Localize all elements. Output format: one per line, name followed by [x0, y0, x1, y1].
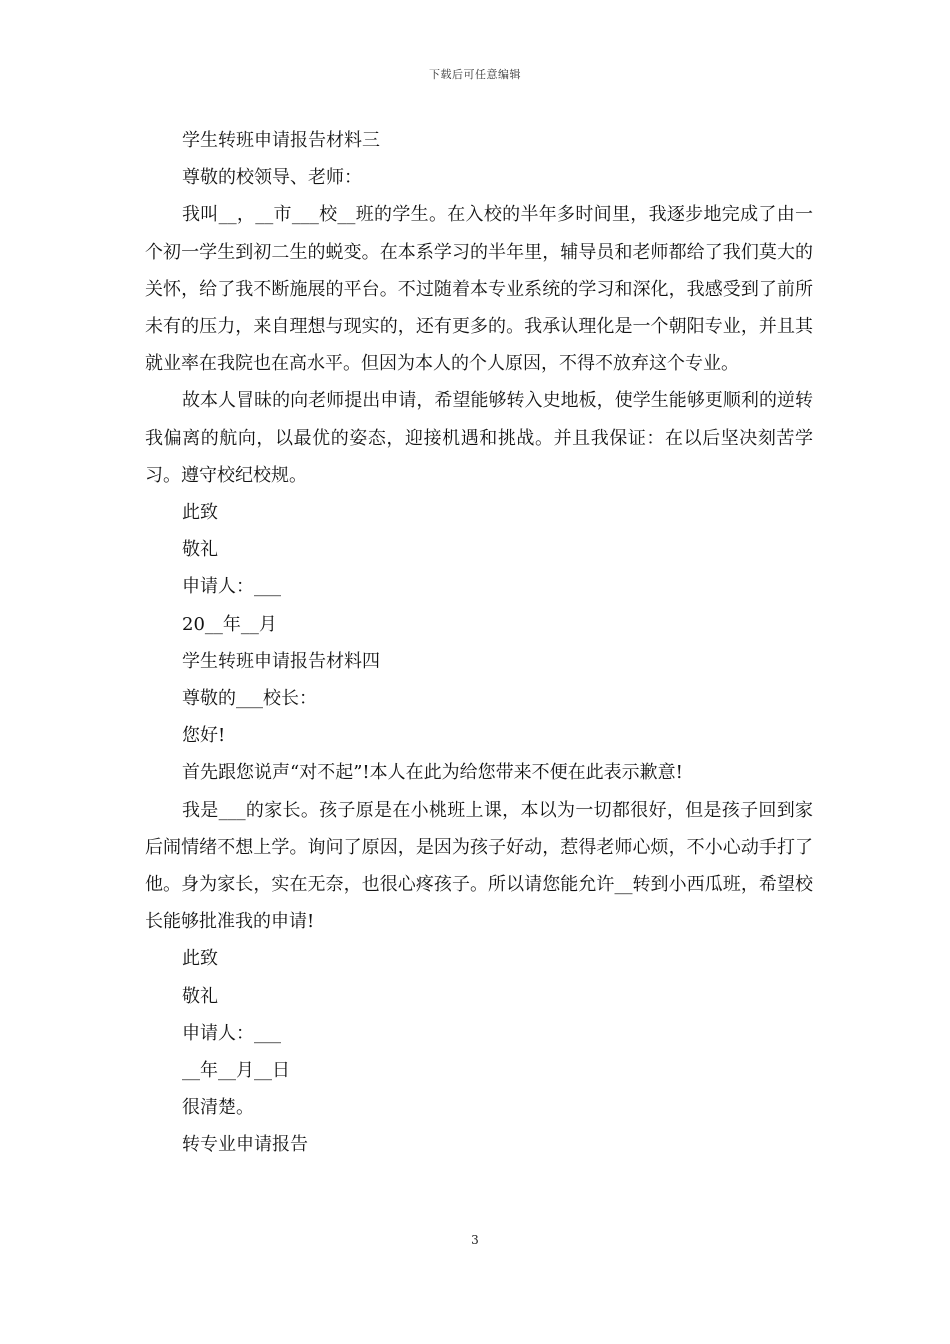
- section4-paragraph-1: 首先跟您说声“对不起”!本人在此为给您带来不便在此表示歉意!: [182, 762, 683, 784]
- section3-closing-2: 敬礼: [182, 539, 218, 561]
- document-body: [145, 122, 813, 1164]
- section3-applicant: 申请人：___: [182, 576, 281, 598]
- header-note: 下载后可任意编辑: [429, 68, 521, 81]
- next-section-title: 转专业申请报告: [182, 1134, 308, 1156]
- trailing-line: 很清楚。: [182, 1097, 254, 1119]
- section3-closing-1: 此致: [182, 502, 218, 524]
- section4-closing-2: 敬礼: [182, 985, 218, 1007]
- section3-paragraph-1: 我叫__，__市___校__班的学生。在入校的半年多时间里，我逐步地完成了由一个初一学生到初二生的蜕变。在本系学习的半年里，辅导员和老师都给了我们莫大的关怀，给了我不断施展的平台。不过随着本专业系统的学习和深化，我感受到了前所未有的压力，来自理想与现实的，还有更多的。我承认理化是一个朝阳专业，并且其就业率在我院也在高水平。但因为本人的个人原因，不得不放弃这个专业。: [145, 204, 813, 375]
- section4-closing-1: 此致: [182, 948, 218, 970]
- section3-title: 学生转班申请报告材料三: [182, 130, 380, 151]
- section4-salutation: 尊敬的___校长：: [182, 688, 317, 710]
- section3-salutation: 尊敬的校领导、老师：: [182, 167, 362, 189]
- page-number: 3: [471, 1233, 479, 1247]
- section4-greeting: 您好!: [182, 725, 226, 747]
- section3-date: 20__年__月: [182, 613, 277, 635]
- section4-applicant: 申请人：___: [182, 1022, 281, 1044]
- section4-date: __年__月__日: [182, 1060, 290, 1082]
- section3-paragraph-2: 故本人冒昧的向老师提出申请，希望能够转入史地板，使学生能够更顺利的逆转我偏离的航向，以最优的姿态，迎接机遇和挑战。并且我保证：在以后坚决刻苦学习。遵守校纪校规。: [145, 390, 813, 486]
- section4-title: 学生转班申请报告材料四: [182, 650, 380, 672]
- section4-paragraph-2: 我是___的家长。孩子原是在小桃班上课，本以为一切都很好，但是孩子回到家后闹情绪不想上学。询问了原因，是因为孩子好动，惹得老师心烦，不小心动手打了他。身为家长，实在无奈，也很心疼孩子。所以请您能允许__转到小西瓜班，希望校长能够批准我的申请!: [145, 799, 813, 933]
